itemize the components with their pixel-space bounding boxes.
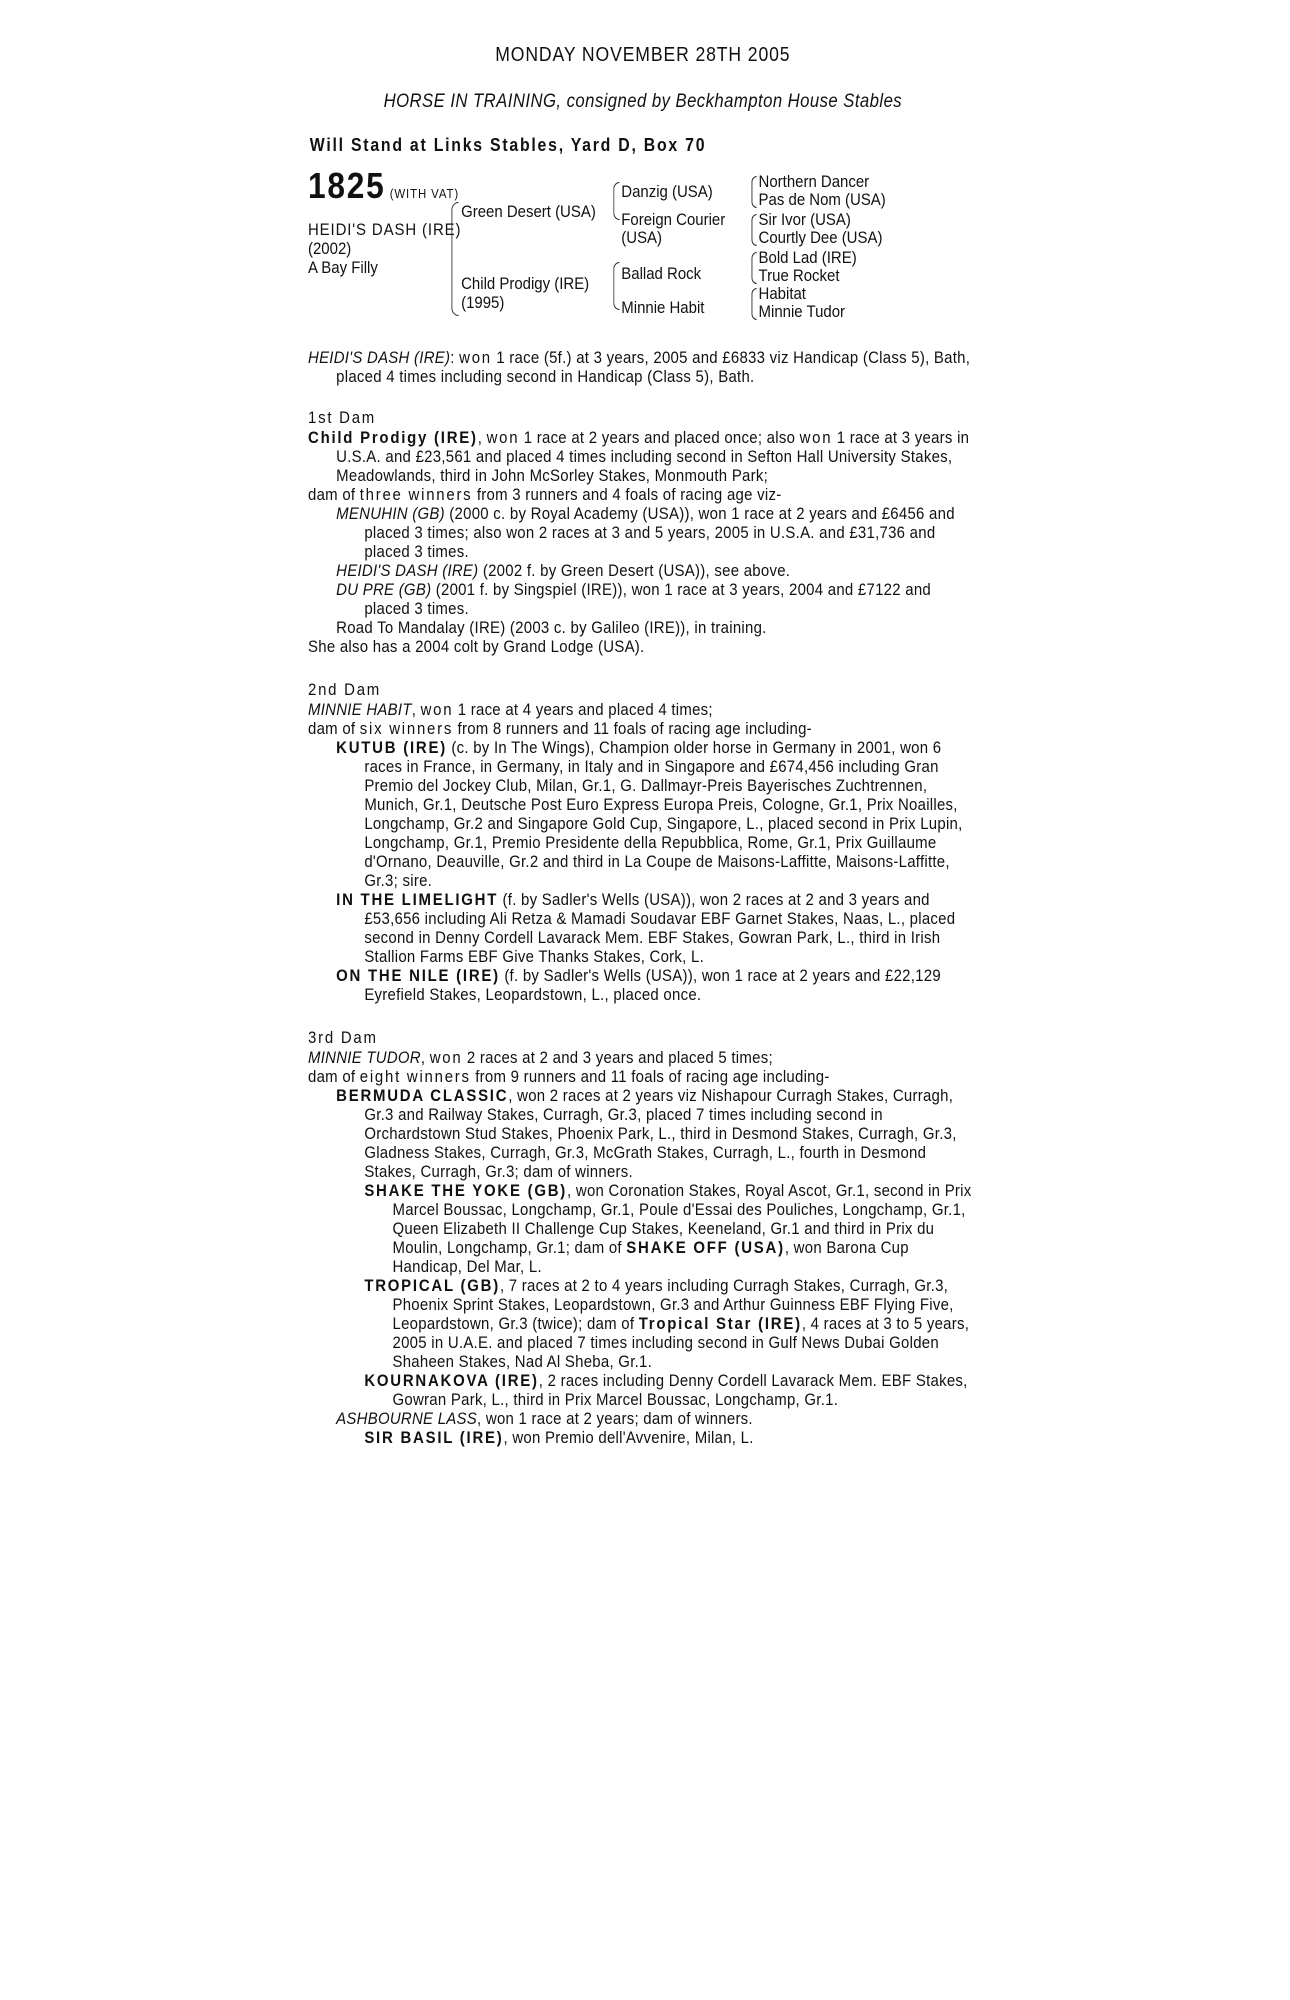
foal-road-to-mandalay: Road To Mandalay (IRE) (2003 c. by Galileo (IRE)), in training. (336, 618, 767, 637)
produce-name: SIR BASIL (IRE) (364, 1428, 504, 1447)
t: , (420, 1048, 430, 1067)
t: , (411, 700, 421, 719)
foal-name: MENUHIN (GB) (336, 504, 445, 523)
foal-text: (2002 f. by Green Desert (USA)), see above. (478, 561, 791, 580)
summary-horse: HEIDI'S DASH (IRE) (308, 348, 451, 367)
ped-sd-1: Foreign Courier (621, 210, 726, 229)
t: from 9 runners and 11 foals of racing age including- (470, 1067, 830, 1086)
winners-count: eight winners (359, 1067, 471, 1086)
first-dam-produce (308, 485, 978, 504)
produce-name: IN THE LIMELIGHT (336, 890, 499, 909)
pedigree-table (308, 165, 978, 326)
produce-name: SHAKE THE YOKE (GB) (364, 1181, 568, 1200)
brace-gen3-4 (752, 288, 757, 320)
consign-title: HORSE IN TRAINING (383, 91, 557, 112)
produce-name: SHAKE OFF (USA) (626, 1238, 785, 1257)
page-body (308, 44, 978, 1447)
third-dam-produce (308, 1067, 978, 1086)
produce-name: TROPICAL (GB) (364, 1276, 500, 1295)
produce-text: , won Premio dell'Avvenire, Milan, L. (503, 1428, 754, 1447)
ped-dsd: True Rocket (758, 266, 840, 285)
t: dam of (308, 1067, 360, 1086)
foal-heidis-dash (308, 561, 978, 580)
produce-name: ON THE NILE (IRE) (336, 966, 500, 985)
brace-gen2-top (613, 182, 619, 220)
produce-on-the-nile (308, 966, 978, 1004)
won: won (799, 428, 833, 447)
brace-gen3-3 (752, 252, 757, 284)
summary-text: 1 race (5f.) at 3 years, 2005 and £6833 viz Handicap (Class 5), Bath, placed 4 times including second in Handicap (Class 5), Bath. (336, 348, 971, 386)
produce-in-the-limelight (308, 890, 978, 966)
ped-ssd: Pas de Nom (USA) (758, 190, 886, 209)
foal-text: (2000 c. by Royal Academy (USA)), won 1 race at 2 years and £6456 and placed 3 times; also won 2 races at 3 and 5 years, 2005 in U.S.A. and £31,736 and placed 3 times. (364, 504, 955, 561)
produce-name: ASHBOURNE LASS (336, 1409, 478, 1428)
ped-dss: Bold Lad (IRE) (758, 248, 857, 267)
catalogue-page (308, 44, 978, 1447)
t: 1 race at 4 years and placed 4 times; (453, 700, 713, 719)
t: dam of (308, 719, 360, 738)
ped-sd-2: (USA) (621, 228, 663, 247)
brace-gen2-bottom (613, 262, 619, 310)
brace-gen1 (451, 202, 458, 316)
foal-du-pre (308, 580, 978, 618)
consignment-line (308, 91, 978, 113)
t: 1 race at 3 years in U.S.A. and £23,561 and placed 4 times including second in Sefton Hall University Stakes, Meadowlands, third in John McSorley Stakes, Monmouth Park; (336, 428, 970, 485)
t: 1 race at 2 years and placed once; also (519, 428, 800, 447)
vat-note: (WITH VAT) (389, 186, 460, 201)
lot-heading (308, 165, 460, 206)
produce-text: , 4 races at 3 to 5 years, 2005 in U.A.E. and placed 7 times including second in Gulf News Dubai Golden Shaheen Stakes, Nad Al Sheba, Gr.1. (392, 1314, 970, 1371)
foaling-year: (2002) (308, 239, 352, 258)
produce-bermuda-classic (308, 1086, 978, 1181)
brace-gen3-2 (752, 214, 757, 246)
sale-date: MONDAY NOVEMBER 28TH 2005 (495, 44, 791, 66)
produce-text: , 2 races including Denny Cordell Lavarack Mem. EBF Stakes, Gowran Park, L., third in Prix Marcel Boussac, Longchamp, Gr.1. (392, 1371, 968, 1409)
produce-name: BERMUDA CLASSIC (336, 1086, 509, 1105)
third-dam-record (308, 1048, 978, 1067)
ped-dam-2: (1995) (461, 293, 505, 312)
produce-text: , 7 races at 2 to 4 years including Curragh Stakes, Curragh, Gr.3, Phoenix Sprint Stakes, Leopardstown, Gr.3 and Arthur Guinness EBF Flying Five, Leopardstown, Gr.3 (twice); dam of (392, 1276, 954, 1333)
produce-text: (c. by In The Wings), Champion older horse in Germany in 2001, won 6 races in France, in Germany, in Italy and in Singapore and £674,456 including Gran Premio del Jockey Club, Milan, Gr.1, G. Dallmayr-Preis Bayerisches Zuchtrennen, Munich, Gr.1, Deutsche Post Euro Express Europa Preis, Cologne, Gr.1, Prix Noailles, Longchamp, Gr.2 and Singapore Gold Cup, Singapore, L., placed second in Prix Lupin, Longchamp, Gr.1, Premio Presidente della Repubblica, Rome, Gr.1, Prix Guillaume d'Ornano, Deauville, Gr.2 and third in La Coupe de Maisons-Laffitte, Maisons-Laffitte, Gr.3; sire. (364, 738, 963, 890)
ped-ss: Danzig (USA) (621, 182, 713, 201)
third-dam-name: MINNIE TUDOR (308, 1048, 421, 1067)
produce-text: , won 1 race at 2 years; dam of winners. (477, 1409, 753, 1428)
summary-colon: : (450, 348, 455, 367)
produce-text: , won 2 races at 2 years viz Nishapour Curragh Stakes, Curragh, Gr.3 and Railway Stakes, Curragh, Gr.3, placed 7 times including second in Orchardstown Stud Stakes, Phoenix Park, L., third in Desmond Stakes, Curragh, Gr.3, Gladness Stakes, Curragh, Gr.3, McGrath Stakes, Curragh, L., fourth in Desmond Stakes, Curragh, Gr.3; dam of winners. (364, 1086, 957, 1181)
ped-sds: Sir Ivor (USA) (758, 210, 851, 229)
second-dam-record (308, 700, 978, 719)
ped-sss: Northern Dancer (758, 172, 870, 191)
t: from 8 runners and 11 foals of racing age including- (453, 719, 812, 738)
ped-ds: Ballad Rock (621, 264, 702, 283)
produce-kournakova (308, 1371, 978, 1409)
produce-ashbourne-lass (308, 1409, 978, 1428)
t: from 3 runners and 4 foals of racing age viz- (472, 485, 782, 504)
produce-text: (f. by Sadler's Wells (USA)), won 2 races at 2 and 3 years and £53,656 including Ali Retza & Mamadi Soudavar EBF Garnet Stakes, Naas, L., placed second in Denny Cordell Lavarack Mem. EBF Stakes, Gowran Park, L., third in Irish Stallion Farms EBF Give Thanks Stakes, Cork, L. (364, 890, 956, 966)
produce-text: , won Coronation Stakes, Royal Ascot, Gr.1, second in Prix Marcel Boussac, Longchamp, Gr.1, Poule d'Essai des Pouliches, Longchamp, Gr.1, Queen Elizabeth II Challenge Cup Stakes, Keeneland, Gr.1 and third in Prix du Moulin, Longchamp, Gr.1; dam of (392, 1181, 972, 1257)
ped-dam-1: Child Prodigy (IRE) (461, 274, 590, 293)
second-dam-produce (308, 719, 978, 738)
second-dam-name: MINNIE HABIT (308, 700, 412, 719)
won: won (486, 428, 520, 447)
ped-sire: Green Desert (USA) (461, 202, 596, 221)
first-dam-name: Child Prodigy (IRE) (308, 428, 478, 447)
ped-sdd: Courtly Dee (USA) (758, 228, 883, 247)
produce-text: (f. by Sadler's Wells (USA)), won 1 race at 2 years and £22,129 Eyrefield Stakes, Leopardstown, L., placed once. (364, 966, 941, 1004)
t: 2 races at 2 and 3 years and placed 5 times; (462, 1048, 773, 1067)
horse-description: A Bay Filly (308, 258, 378, 277)
winners-count: three winners (359, 485, 473, 504)
ped-ddd: Minnie Tudor (758, 302, 846, 321)
race-summary (308, 348, 978, 386)
colt-note: She also has a 2004 colt by Grand Lodge (USA). (308, 637, 645, 656)
summary-won: won (459, 348, 492, 367)
won: won (429, 1048, 463, 1067)
produce-text: , won Barona Cup Handicap, Del Mar, L. (392, 1238, 909, 1276)
won: won (420, 700, 454, 719)
produce-name: KUTUB (IRE) (336, 738, 447, 757)
produce-shake-the-yoke (308, 1181, 978, 1276)
lot-number: 1825 (308, 165, 386, 206)
winners-count: six winners (359, 719, 454, 738)
produce-tropical (308, 1276, 978, 1371)
brace-gen3-1 (752, 176, 757, 208)
first-dam-record (308, 428, 978, 485)
t: dam of (308, 485, 360, 504)
consign-rest: , consigned by Beckhampton House Stables (556, 91, 903, 112)
foal-text: (2001 f. by Singspiel (IRE)), won 1 race at 3 years, 2004 and £7122 and placed 3 times. (364, 580, 932, 618)
produce-name: Tropical Star (IRE) (638, 1314, 802, 1333)
third-dam-heading: 3rd Dam (308, 1028, 378, 1047)
t: , (477, 428, 487, 447)
produce-kutub (308, 738, 978, 890)
horse-name: HEIDI'S DASH (IRE) (308, 220, 462, 239)
produce-sir-basil (308, 1428, 978, 1447)
foal-menuhin (308, 504, 978, 561)
second-dam-heading: 2nd Dam (308, 680, 382, 699)
produce-name: KOURNAKOVA (IRE) (364, 1371, 539, 1390)
ped-dds: Habitat (758, 284, 806, 303)
ped-dd: Minnie Habit (621, 298, 705, 317)
stand-location: Will Stand at Links Stables, Yard D, Box 70 (309, 135, 707, 155)
foal-name: HEIDI'S DASH (IRE) (336, 561, 479, 580)
foal-name: DU PRE (GB) (336, 580, 432, 599)
first-dam-heading: 1st Dam (308, 408, 377, 427)
